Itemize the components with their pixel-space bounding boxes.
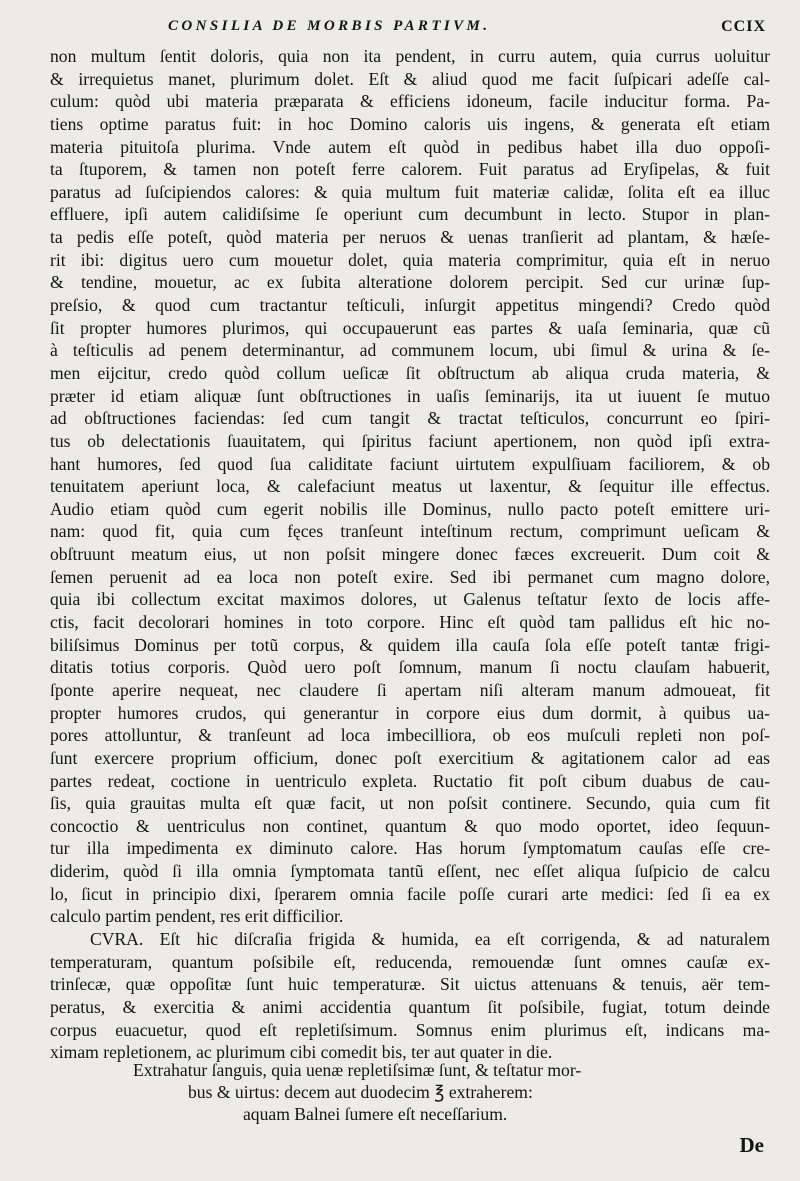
- running-head: [0, 8, 800, 42]
- text-line: nam: quod fit, quia cum fęces tranſeunt inteſtinum rectum, comprimunt ueſicam &: [50, 521, 770, 542]
- text-line: materia pituitoſa plurima. Vnde autem eſt quòd in pedibus habet illa duo oppoſi-: [50, 136, 770, 157]
- text-line: Audio etiam quòd cum egerit nobilis ille Dominus, nullo pacto poteſt emittere uri-: [50, 498, 770, 519]
- text-line: quia ibi collectum excitat maximos dolores, ut Galenus teſtatur ſexto de locis affe-: [50, 589, 770, 610]
- text-line: ſunt exercere proprium officium, donec poſt exercitium & agitationem calor ad eas: [50, 747, 770, 768]
- text-line: obſtruunt meatum eius, ut non poſsit mingere donec fæces excreuerit. Dum coit &: [50, 544, 770, 565]
- cura-paragraph: [50, 928, 770, 1064]
- text-line: biliſsimus Dominus per totũ corpus, & quidem illa cauſa ſola eſſe poteſt tantæ frigi-: [50, 634, 770, 655]
- text-line: à teſticulis ad penem determinantur, ad communem locum, ubi ſimul & urina & ſe-: [50, 340, 770, 361]
- text-line: pores attolluntur, & tranſeunt ad loca imbecilliora, ob eos muſculi repleti non poſ-: [50, 725, 770, 746]
- text-line: diderim, quòd ſi illa omnia ſymptomata tantũ eſſent, nec eſſet aliqua ſuſpicio de calcu: [50, 861, 770, 882]
- text-line: peratus, & exercitia & animi accidentia quantum ſit poſsibile, fugiat, totum deinde: [50, 996, 770, 1017]
- text-line: propter humores crudos, qui generantur in corpore eius dum dormit, à quibus ua-: [50, 702, 770, 723]
- prescription-line: aquam Balnei ſumere eſt neceſſarium.: [243, 1104, 508, 1124]
- text-line: ta ſtuporem, & tamen non poteſt ferre calorem. Fuit paratus ad Eryſipelas, & fuit: [50, 159, 770, 180]
- text-line: CVRA. Eſt hic diſcraſia frigida & humida, ea eſt corrigenda, & ad naturalem: [90, 929, 770, 949]
- text-line: præter id etiam aliquæ ſunt obſtructiones in uaſis ſeminarijs, ita ut iuuent ſe mutuo: [50, 385, 770, 406]
- text-line: hant humores, ſed quod ſua caliditate faciunt uirtutem expulſiuam faciliorem, & ob: [50, 453, 770, 474]
- text-line: ximam repletionem, ac plurimum cibi comedit bis, ter aut quater in die.: [50, 1042, 553, 1063]
- text-line: paratus ad ſuſcipiendos calores: & quia multum fuit materiæ calidæ, ſolita eſt ea illuc: [50, 181, 770, 202]
- text-line: concoctio & uentriculus non continet, quantum & quo modo oportet, ideo ſequun-: [50, 815, 770, 836]
- running-title: CONSILIA DE MORBIS PARTIVM.: [168, 18, 491, 34]
- prescription-line: Extrahatur ſanguis, quia uenæ repletiſsimæ ſunt, & teſtatur mor-: [133, 1060, 582, 1080]
- text-line: tus ob delectationis ſuauitatem, qui ſpiritus faciunt apertionem, non quòd ipſi extra-: [50, 430, 770, 451]
- text-line: preſsio, & quod cum tractantur teſticuli, inſurgit appetitus mingendi? Credo quòd: [50, 295, 770, 316]
- text-line: non multum ſentit doloris, quia non ita pendent, in curru autem, quia currus uoluitur: [50, 46, 770, 66]
- text-line: calculo partim pendent, res erit difficilior.: [50, 906, 344, 927]
- text-line: temperaturam, quantum poſsibile eſt, reducenda, remouendæ ſunt omnes cauſæ ex-: [50, 951, 770, 972]
- folio-number: CCIX: [721, 18, 766, 35]
- text-line: & tendine, mouetur, ac ex ſubita alteratione dolorem percipit. Sed cur urinæ ſup-: [50, 272, 770, 293]
- text-line: men eijcitur, credo quòd collum ueſicæ ſit obſtructum ab aliqua cruda materia, &: [50, 362, 770, 383]
- text-line: & irrequietus manet, plurimum dolet. Eſt & aliud quod me facit ſuſpicari adeſſe cal-: [50, 68, 770, 89]
- text-line: lo, ſicut in principio dixi, ſperarem omnia facile poſſe curari arte medici: ſed ſi ea ex: [50, 883, 770, 904]
- text-line: rit ibi: digitus uero cum mouetur dolet, quia materia comprimitur, quia eſt in neruo: [50, 249, 770, 270]
- text-line: effluere, ipſi autem calidiſsime ſe operiunt cum decumbunt in lecto. Stupor in plan-: [50, 204, 770, 225]
- text-line: ſis, quia grauitas multa eſt quæ facit, ut non poſsit continere. Secundo, quia cum fit: [50, 793, 770, 814]
- text-line: corpus euacuetur, quod eſt repletiſsimum. Somnus enim plurimus eſt, indicans ma-: [50, 1019, 770, 1040]
- text-line: ditatis totius corporis. Quòd uero poſt ſomnum, manum ſi noctu clauſam habuerit,: [50, 657, 770, 678]
- text-line: tenuitatem aperiunt loca, & calefaciunt meatus ut laxentur, & ſequitur ille effectus.: [50, 476, 770, 497]
- text-line: ſemen peruenit ad ea loca non poteſt exire. Sed ibi permanet cum magno dolore,: [50, 566, 770, 587]
- text-line: ſponte aperire nequeat, nec claudere ſi apertam niſi alteram manum admoueat, fit: [50, 679, 770, 700]
- text-line: ad obſtructiones faciendas: ſed cum tangit & tractat teſticulos, concurrunt eo ſpiri-: [50, 408, 770, 429]
- catchword: De: [739, 1133, 764, 1157]
- text-line: ſit propter humores plurimos, qui occupauerunt eas partes & uaſa ſeminaria, quæ cũ: [50, 317, 770, 338]
- text-line: partes redeat, coctione in uentriculo expleta. Ructatio fit poſt cibum duabus de cau-: [50, 770, 770, 791]
- prescription-line: bus & uirtus: decem aut duodecim ℥ extraherem:: [188, 1082, 533, 1102]
- text-line: culum: quòd ubi materia præparata & efficiens idoneum, facile inducitur forma. Pa-: [50, 91, 770, 112]
- text-line: ta pedis eſſe poteſt, quòd materia per neruos & uenas tranſierit ad plantam, & hæſe-: [50, 227, 770, 248]
- text-line: ctis, facit decolorari homines in toto corpore. Hinc eſt quòd tam pallidus eſt hic no-: [50, 612, 770, 633]
- text-line: trinſecæ, quæ oppoſitæ ſunt huic temperaturæ. Sit uictus attenuans & tenuis, aër tem-: [50, 974, 770, 995]
- text-line: tur illa impedimenta ex diminuto calore. Has horum ſymptomatum cauſas eſſe cre-: [50, 838, 770, 859]
- text-line: tiens optime paratus fuit: in hoc Domino caloris uis ingens, & generata eſt etiam: [50, 113, 770, 134]
- prescription-block: [0, 1059, 800, 1125]
- main-text-block: [50, 45, 770, 928]
